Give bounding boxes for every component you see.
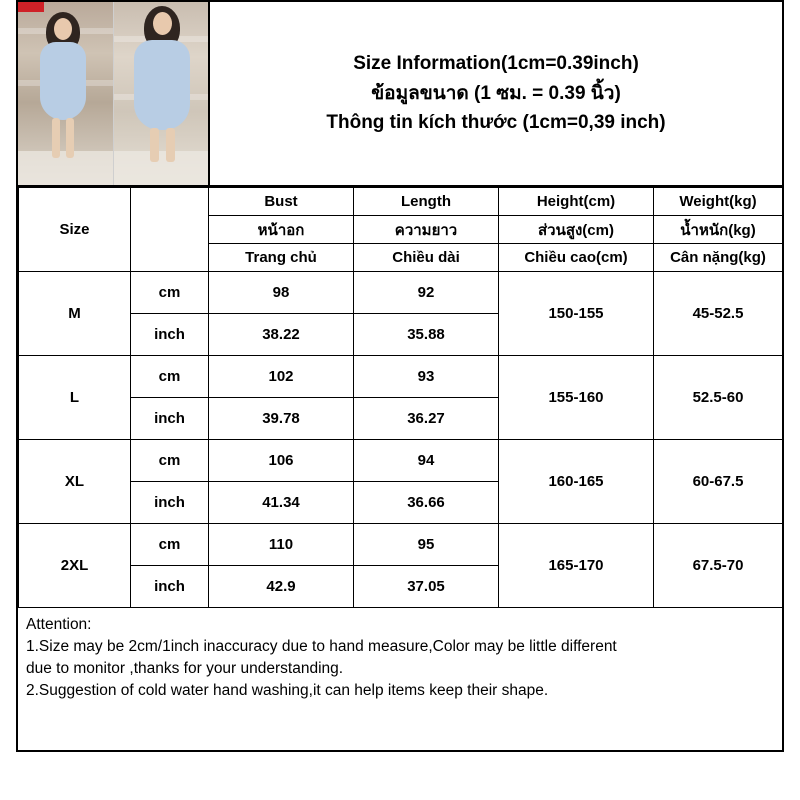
table-row [19,272,783,314]
col-header-weight-en: Weight(kg) [654,188,783,216]
table-row [19,524,783,566]
col-header-length-en: Length [354,188,499,216]
row-2xl-height: 165-170 [499,524,654,608]
row-m-bust-cm: 98 [209,272,354,314]
row-size-m: M [19,272,131,356]
row-2xl-bust-cm: 110 [209,524,354,566]
row-m-height: 150-155 [499,272,654,356]
row-m-unit-cm: cm [131,272,209,314]
table-row [19,440,783,482]
row-m-length-inch: 35.88 [354,314,499,356]
size-chart-sheet [16,0,784,752]
table-row [19,356,783,398]
col-header-length-vi: Chiều dài [354,244,499,272]
row-xl-bust-cm: 106 [209,440,354,482]
title-line-vi: Thông tin kích thước (1cm=0,39 inch) [326,112,666,134]
row-size-xl: XL [19,440,131,524]
table-header-row-en [19,188,783,216]
row-m-weight: 45-52.5 [654,272,783,356]
unit-header-cell [131,188,209,272]
row-l-length-cm: 93 [354,356,499,398]
col-header-height-en: Height(cm) [499,188,654,216]
attention-line-3: 2.Suggestion of cold water hand washing,it can help items keep their shape. [26,682,549,699]
row-l-bust-cm: 102 [209,356,354,398]
row-xl-length-cm: 94 [354,440,499,482]
row-xl-unit-cm: cm [131,440,209,482]
row-l-length-inch: 36.27 [354,398,499,440]
col-header-length-th: ความยาว [354,216,499,244]
attention-line-2: due to monitor ,thanks for your understanding. [26,660,344,677]
row-xl-unit-inch: inch [131,482,209,524]
row-m-unit-inch: inch [131,314,209,356]
product-photo-left [18,2,113,185]
row-l-unit-inch: inch [131,398,209,440]
col-header-height-vi: Chiều cao(cm) [499,244,654,272]
attention-heading: Attention: [26,616,92,633]
row-2xl-length-inch: 37.05 [354,566,499,608]
row-l-height: 155-160 [499,356,654,440]
col-header-bust-en: Bust [209,188,354,216]
product-photo-right [113,2,209,185]
col-header-weight-vi: Cân nặng(kg) [654,244,783,272]
row-2xl-bust-inch: 42.9 [209,566,354,608]
row-xl-bust-inch: 41.34 [209,482,354,524]
attention-line-1: 1.Size may be 2cm/1inch inaccuracy due to hand measure,Color may be little different [26,638,617,655]
row-xl-height: 160-165 [499,440,654,524]
row-l-unit-cm: cm [131,356,209,398]
title-block [210,2,782,185]
title-line-th: ข้อมูลขนาด (1 ซม. = 0.39 นิ้ว) [371,82,621,104]
row-size-l: L [19,356,131,440]
row-xl-length-inch: 36.66 [354,482,499,524]
title-line-en: Size Information(1cm=0.39inch) [353,52,639,74]
row-m-length-cm: 92 [354,272,499,314]
col-header-bust-vi: Trang chủ [209,244,354,272]
row-l-weight: 52.5-60 [654,356,783,440]
row-2xl-weight: 67.5-70 [654,524,783,608]
chart-header [18,2,782,187]
size-header-cell: Size [19,188,131,272]
product-photo [18,2,210,185]
col-header-weight-th: น้ำหนัก(kg) [654,216,783,244]
row-l-bust-inch: 39.78 [209,398,354,440]
row-xl-weight: 60-67.5 [654,440,783,524]
row-2xl-length-cm: 95 [354,524,499,566]
row-2xl-unit-inch: inch [131,566,209,608]
attention-block [18,608,782,750]
row-2xl-unit-cm: cm [131,524,209,566]
col-header-height-th: ส่วนสูง(cm) [499,216,654,244]
red-marker-bar [18,2,44,12]
row-m-bust-inch: 38.22 [209,314,354,356]
size-table [18,187,783,608]
row-size-2xl: 2XL [19,524,131,608]
col-header-bust-th: หน้าอก [209,216,354,244]
